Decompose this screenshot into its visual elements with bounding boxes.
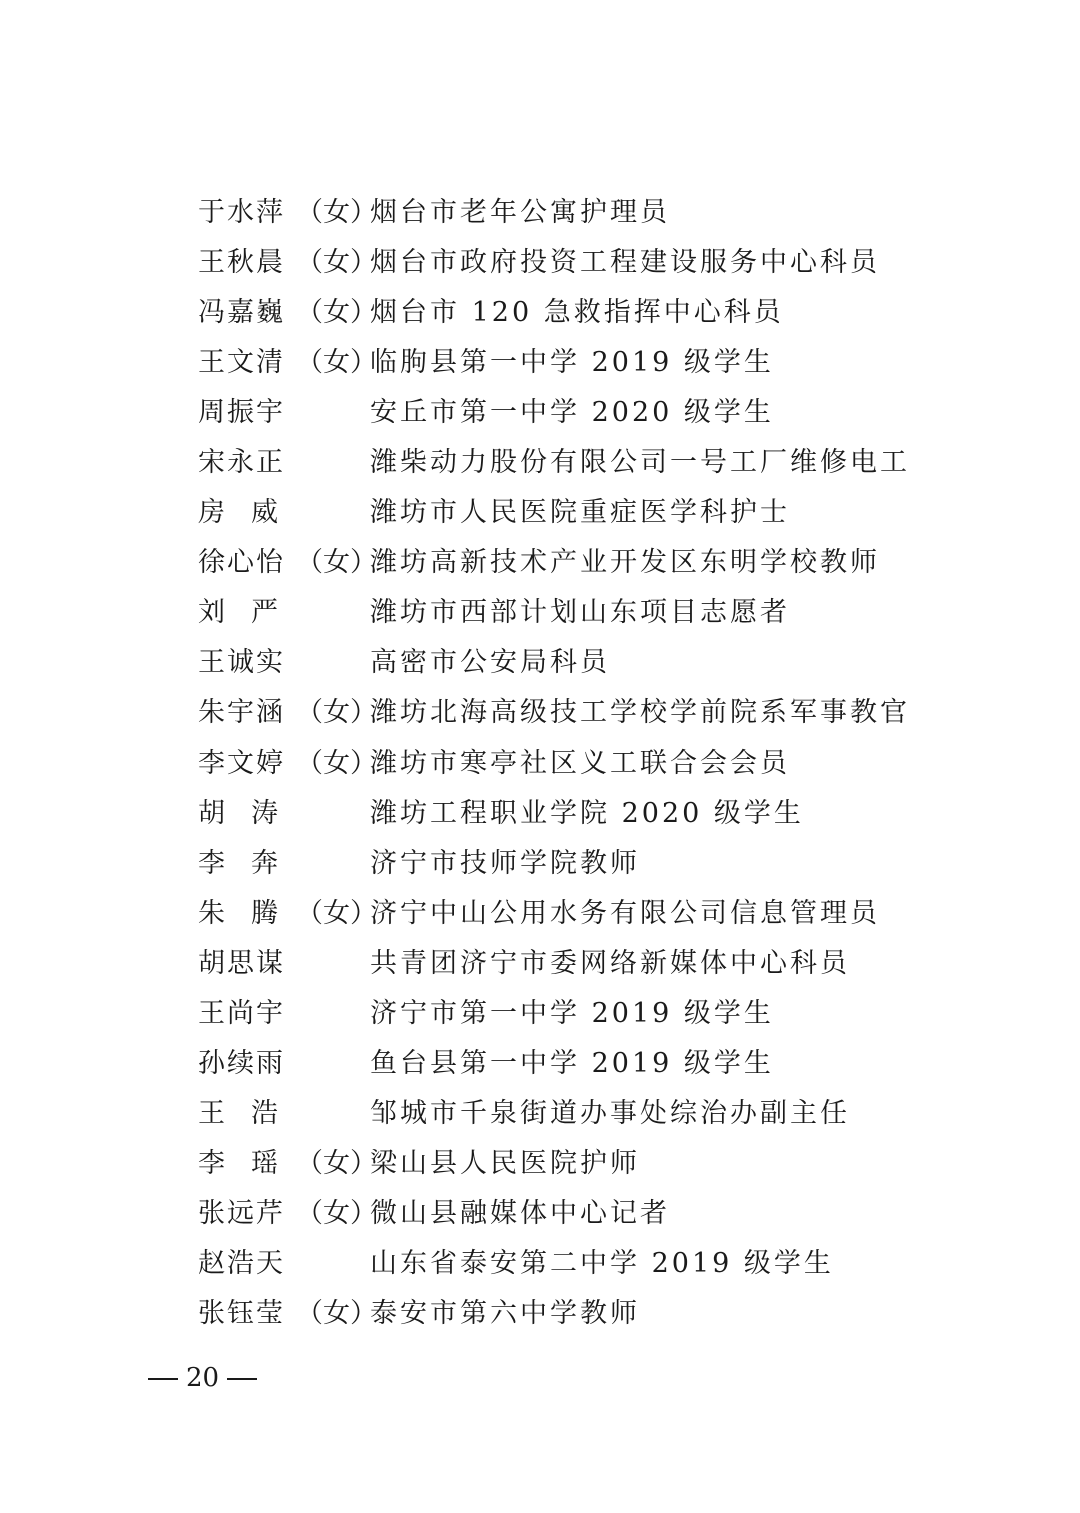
person-name: 朱宇涵 bbox=[198, 697, 285, 729]
gender-note: （女） bbox=[296, 347, 377, 379]
person-name: 李奔 bbox=[198, 847, 304, 879]
person-name: 于水萍 bbox=[198, 197, 285, 228]
gender-note: （女） bbox=[296, 1197, 377, 1229]
list-item bbox=[198, 238, 958, 288]
person-title: 高密市公安局科员 bbox=[370, 647, 610, 679]
person-title: 潍坊工程职业学院 2020 级学生 bbox=[370, 797, 804, 829]
person-title: 济宁中山公用水务有限公司信息管理员 bbox=[370, 897, 880, 929]
person-name: 王文清 bbox=[198, 347, 285, 379]
person-name: 赵浩天 bbox=[198, 1247, 285, 1279]
person-title: 临朐县第一中学 2019 级学生 bbox=[370, 347, 774, 379]
person-name: 周振宇 bbox=[198, 397, 285, 429]
person-name: 房威 bbox=[198, 497, 304, 529]
person-title: 潍坊市寒亭社区义工联合会会员 bbox=[370, 747, 790, 779]
list-item bbox=[198, 789, 958, 839]
person-title: 梁山县人民医院护师 bbox=[370, 1147, 640, 1179]
person-name: 李瑶 bbox=[198, 1147, 304, 1179]
list-item bbox=[198, 1189, 958, 1239]
list-item bbox=[198, 1289, 958, 1339]
list-item bbox=[198, 1039, 958, 1089]
list-item bbox=[198, 1089, 958, 1139]
person-name: 王尚宇 bbox=[198, 997, 285, 1029]
list-item bbox=[198, 388, 958, 438]
list-item bbox=[198, 538, 958, 588]
list-item bbox=[198, 939, 958, 989]
person-name: 张钰莹 bbox=[198, 1298, 285, 1330]
person-title: 济宁市技师学院教师 bbox=[370, 847, 640, 879]
person-title: 烟台市老年公寓护理员 bbox=[370, 197, 670, 228]
person-name: 胡涛 bbox=[198, 797, 304, 829]
person-title: 邹城市千泉街道办事处综治办副主任 bbox=[370, 1097, 850, 1129]
person-name: 朱腾 bbox=[198, 897, 304, 929]
list-item bbox=[198, 1139, 958, 1189]
list-item bbox=[198, 739, 958, 789]
dash-left bbox=[148, 1378, 178, 1380]
gender-note: （女） bbox=[296, 1298, 377, 1330]
person-title: 烟台市政府投资工程建设服务中心科员 bbox=[370, 247, 880, 279]
list-item bbox=[198, 989, 958, 1039]
person-name: 王秋晨 bbox=[198, 247, 285, 279]
person-title: 共青团济宁市委网络新媒体中心科员 bbox=[370, 947, 850, 979]
list-item bbox=[198, 889, 958, 939]
person-name: 刘严 bbox=[198, 597, 304, 629]
person-title: 烟台市 120 急救指挥中心科员 bbox=[370, 297, 784, 329]
person-name: 胡思谋 bbox=[198, 947, 285, 979]
dash-right bbox=[227, 1378, 257, 1380]
list-item bbox=[198, 688, 958, 738]
list-item bbox=[198, 638, 958, 688]
honoree-list bbox=[198, 188, 958, 1339]
person-title: 济宁市第一中学 2019 级学生 bbox=[370, 997, 774, 1029]
person-title: 泰安市第六中学教师 bbox=[370, 1298, 640, 1330]
gender-note: （女） bbox=[296, 1147, 377, 1179]
person-name: 王诚实 bbox=[198, 647, 285, 679]
list-item bbox=[198, 288, 958, 338]
list-item bbox=[198, 438, 958, 488]
person-title: 潍坊北海高级技工学校学前院系军事教官 bbox=[370, 697, 910, 729]
list-item bbox=[198, 839, 958, 889]
gender-note: （女） bbox=[296, 897, 377, 929]
person-name: 冯嘉巍 bbox=[198, 297, 285, 329]
person-title: 潍柴动力股份有限公司一号工厂维修电工 bbox=[370, 447, 910, 479]
person-name: 张远芹 bbox=[198, 1197, 285, 1229]
person-name: 徐心怡 bbox=[198, 547, 285, 579]
person-title: 微山县融媒体中心记者 bbox=[370, 1197, 670, 1229]
person-name: 王浩 bbox=[198, 1097, 304, 1129]
list-item bbox=[198, 188, 958, 238]
list-item bbox=[198, 1239, 958, 1289]
list-item bbox=[198, 338, 958, 388]
person-title: 潍坊市西部计划山东项目志愿者 bbox=[370, 597, 790, 629]
person-name: 李文婷 bbox=[198, 747, 285, 779]
page-number-text: 20 bbox=[186, 1363, 220, 1393]
list-item bbox=[198, 588, 958, 638]
person-name: 宋永正 bbox=[198, 447, 285, 479]
person-title: 潍坊市人民医院重症医学科护士 bbox=[370, 497, 790, 529]
list-item bbox=[198, 488, 958, 538]
gender-note: （女） bbox=[296, 547, 377, 579]
person-title: 山东省泰安第二中学 2019 级学生 bbox=[370, 1247, 834, 1279]
person-title: 安丘市第一中学 2020 级学生 bbox=[370, 397, 774, 429]
gender-note: （女） bbox=[296, 247, 377, 279]
person-title: 潍坊高新技术产业开发区东明学校教师 bbox=[370, 547, 880, 579]
gender-note: （女） bbox=[296, 697, 377, 729]
person-title: 鱼台县第一中学 2019 级学生 bbox=[370, 1047, 774, 1079]
gender-note: （女） bbox=[296, 297, 377, 329]
gender-note: （女） bbox=[296, 197, 377, 228]
gender-note: （女） bbox=[296, 747, 377, 779]
page-number bbox=[140, 1358, 265, 1398]
person-name: 孙续雨 bbox=[198, 1047, 285, 1079]
